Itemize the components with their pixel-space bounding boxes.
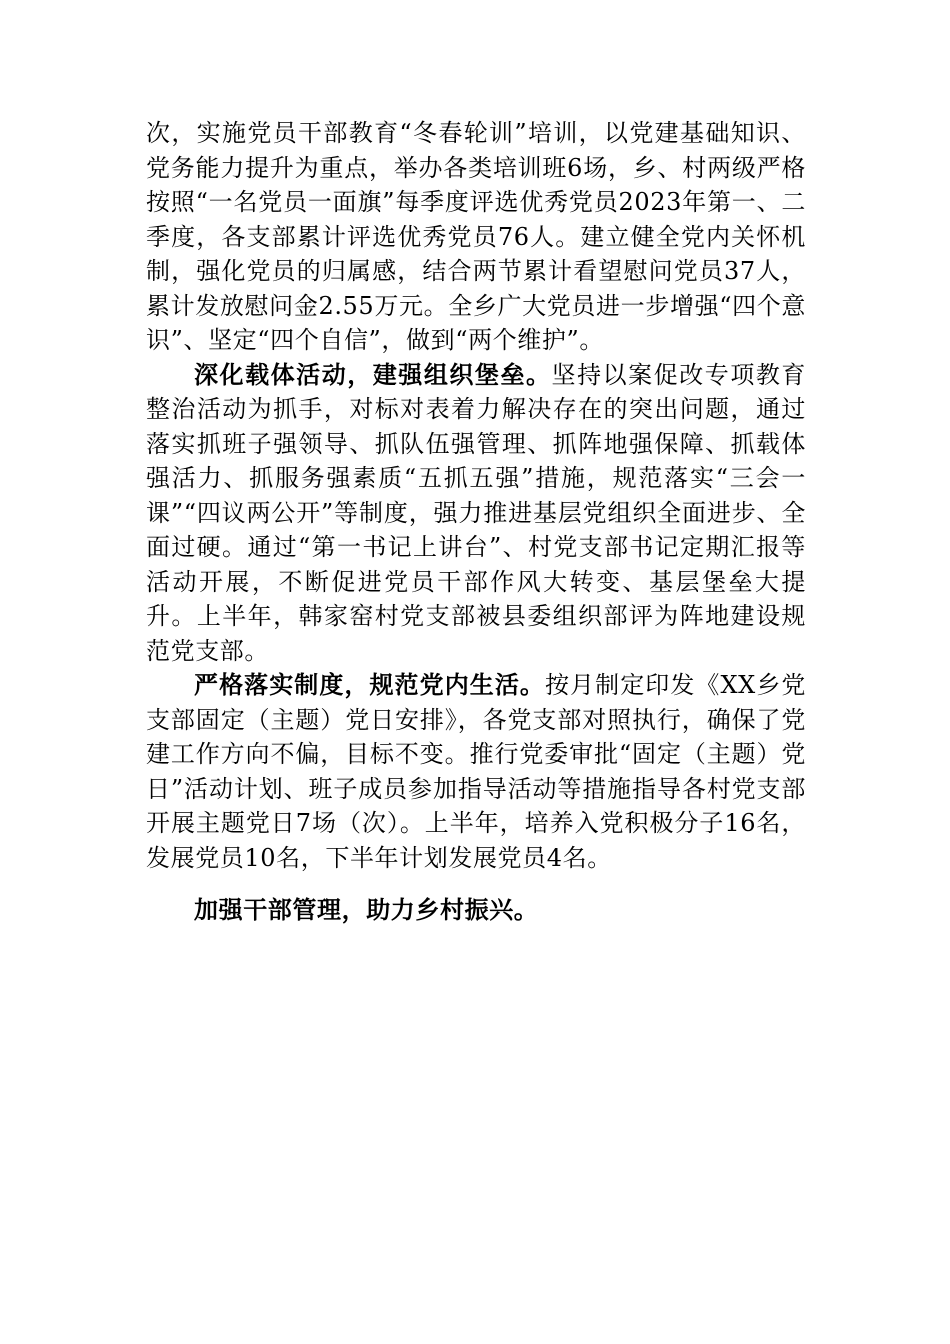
paragraph-heading: 加强干部管理，助力乡村振兴。: [194, 896, 539, 924]
paragraph-continuation: [146, 116, 806, 358]
paragraph-party-life: [146, 668, 806, 875]
paragraph-text: 按月制定印发《XX乡党支部固定（主题）党日安排》，各党支部对照执行，确保了党建工作方向不偏，目标不变。推行党委审批“固定（主题）党日”活动计划、班子成员参加指导活动等措施指导各村党支部开展主题党日7场（次）。上半年，培养入党积极分子16名，发展党员10名，下半年计划发展党员4名。: [146, 671, 806, 872]
paragraph-cadre-management: [146, 893, 806, 928]
document-body: [146, 116, 806, 928]
paragraph-heading: 深化载体活动，建强组织堡垒。: [194, 360, 552, 389]
paragraph-text: 坚持以案促改专项教育整治活动为抓手，对标对表着力解决存在的突出问题，通过落实抓班子强领导、抓队伍强管理、抓阵地强保障、抓载体强活力、抓服务强素质“五抓五强”措施，规范落实“三会一课”“四议两公开”等制度，强力推进基层党组织全面进步、全面过硬。通过“第一书记上讲台”、村党支部书记定期汇报等活动开展，不断促进党员干部作风大转变、基层堡垒大提升。上半年，韩家窑村党支部被县委组织部评为阵地建设规范党支部。: [146, 360, 806, 665]
paragraph-heading: 严格落实制度，规范党内生活。: [194, 671, 545, 699]
paragraph-carrier-activities: [146, 358, 806, 669]
paragraph-text: 次，实施党员干部教育“冬春轮训”培训，以党建基础知识、党务能力提升为重点，举办各类培训班6场，乡、村两级严格按照“一名党员一面旗”每季度评选优秀党员2023年第一、二季度，各支部累计评选优秀党员76人。建立健全党内关怀机制，强化党员的归属感，结合两节累计看望慰问党员37人，累计发放慰问金2.55万元。全乡广大党员进一步增强“四个意识”、坚定“四个自信”，做到“两个维护”。: [146, 119, 806, 354]
